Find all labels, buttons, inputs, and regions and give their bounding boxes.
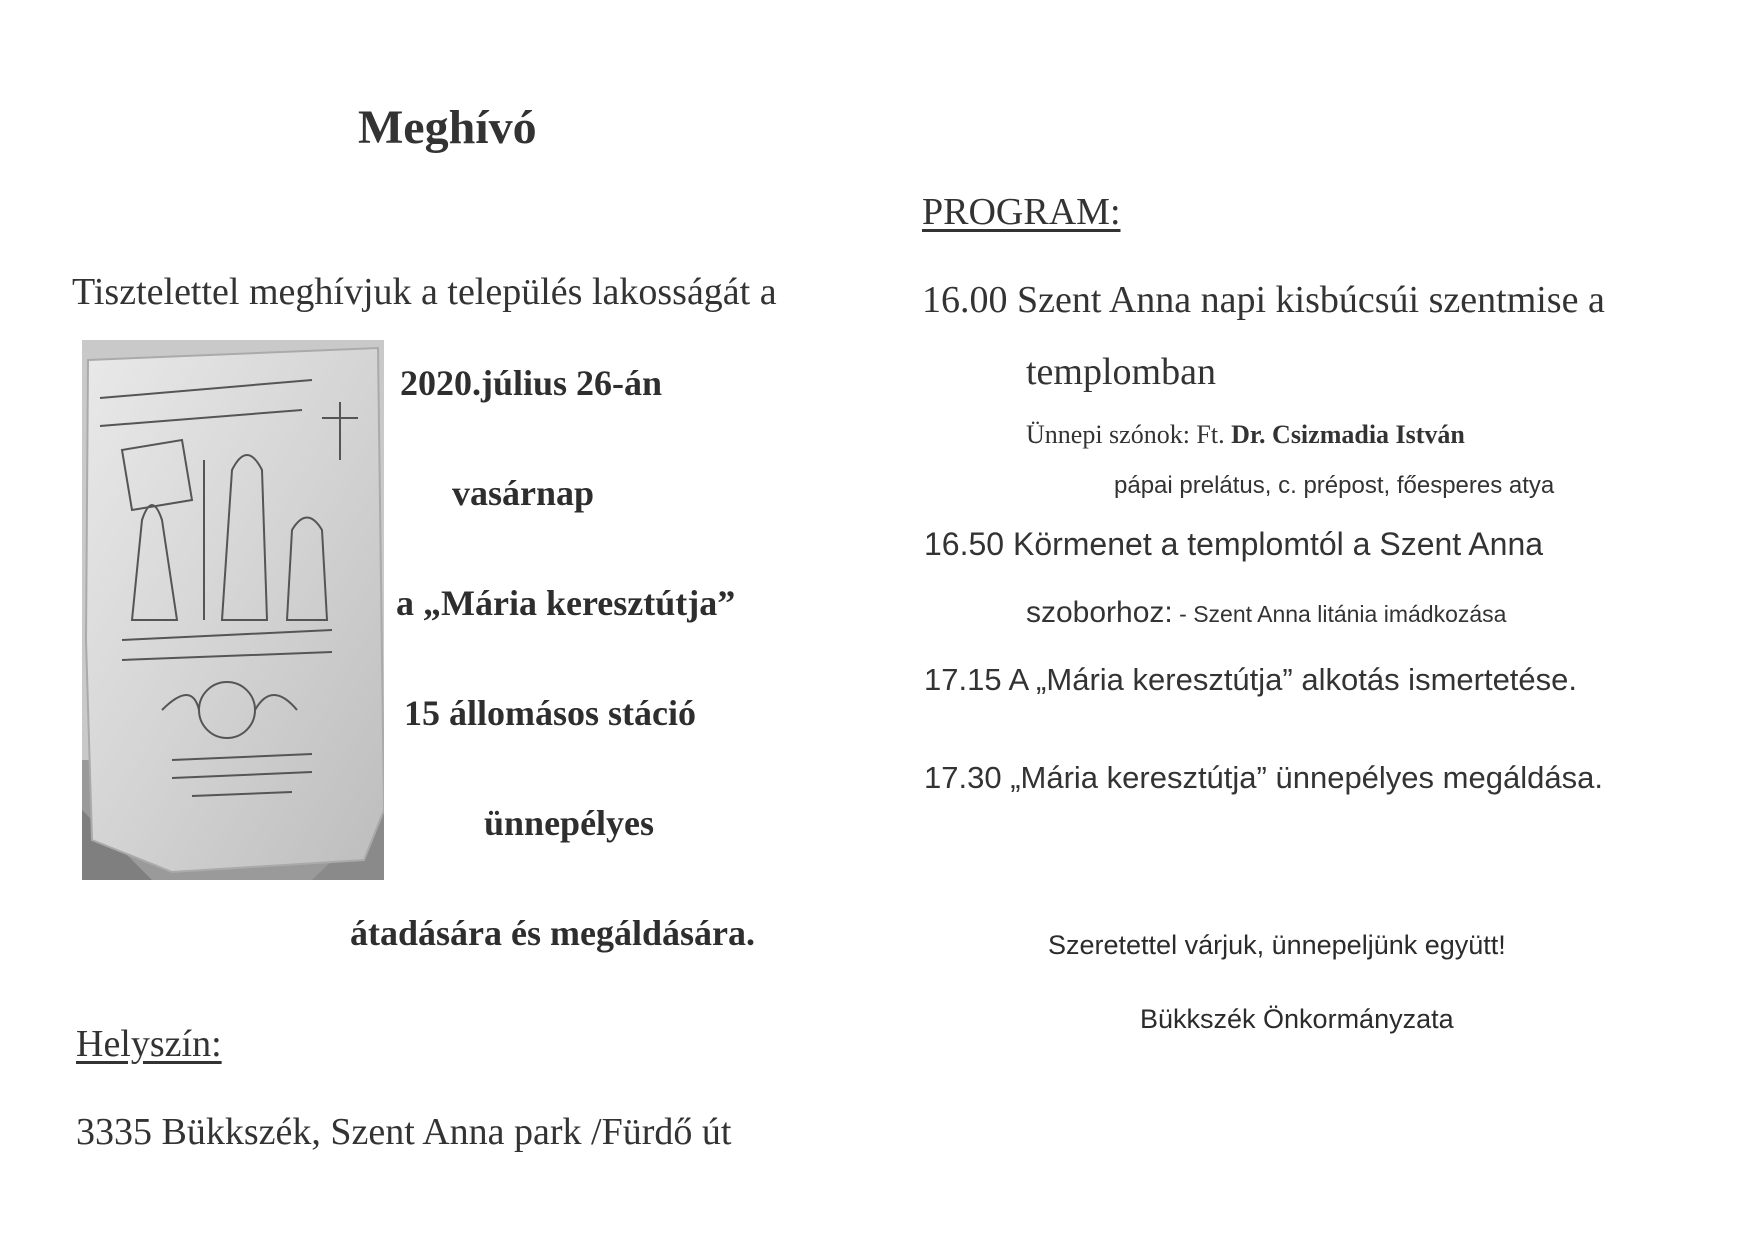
location-heading: Helyszín: [76, 1023, 222, 1065]
invitation-intro: Tisztelettel meghívjuk a település lakosságát a [72, 271, 777, 313]
closing-message: Szeretettel várjuk, ünnepeljünk együtt! [1048, 930, 1506, 960]
program-item-2-cont [1026, 596, 1506, 630]
speaker-title: pápai prelátus, c. prépost, főesperes atya [1114, 472, 1555, 499]
program-item-2: 16.50 Körmenet a templomtól a Szent Anna [924, 526, 1544, 562]
event-solemn: ünnepélyes [484, 803, 655, 843]
event-day: vasárnap [452, 473, 595, 513]
program-item-3: 17.15 A „Mária keresztútja” alkotás ismertetése. [924, 662, 1578, 697]
program-item-1: 16.00 Szent Anna napi kisbúcsúi szentmise a [922, 279, 1605, 321]
invitation-title: Meghívó [358, 101, 537, 154]
program-item-4: 17.30 „Mária keresztútja” ünnepélyes megáldása. [924, 760, 1603, 795]
stone-photo [82, 340, 384, 880]
program-item-2-note: - Szent Anna litánia imádkozása [1172, 601, 1507, 627]
program-item-1-cont: templomban [1026, 351, 1216, 393]
carved-stone-photo-icon [82, 340, 384, 880]
event-stations: 15 állomásos stáció [404, 693, 696, 733]
signature: Bükkszék Önkormányzata [1140, 1004, 1454, 1034]
event-date: 2020.július 26-án [400, 363, 663, 403]
speaker-name: Dr. Csizmadia István [1231, 420, 1465, 449]
speaker-prefix: Ünnepi szónok: Ft. [1026, 420, 1225, 449]
program-speaker [1026, 420, 1465, 450]
program-item-2-cont-text: szoborhoz: [1026, 596, 1173, 629]
program-heading: PROGRAM: [922, 191, 1121, 233]
event-purpose: átadására és megáldására. [350, 913, 755, 953]
location-address: 3335 Bükkszék, Szent Anna park /Fürdő út [76, 1111, 732, 1153]
event-name: a „Mária keresztútja” [396, 583, 736, 623]
